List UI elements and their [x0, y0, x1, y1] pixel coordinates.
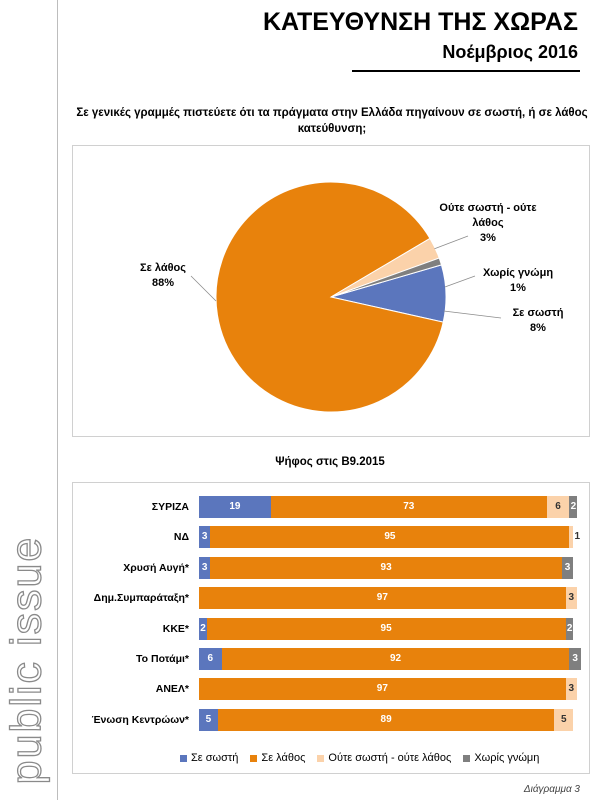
- bar-category-label: Ένωση Κεντρώων*: [91, 713, 189, 726]
- pie-label-value: 1%: [510, 282, 526, 294]
- legend-item: [317, 752, 451, 764]
- legend-item: [250, 752, 305, 764]
- pie-data-label-0: [503, 306, 573, 336]
- pie-label-name: Σε λάθος: [139, 262, 186, 274]
- pie-leader-line-0: [444, 311, 501, 318]
- bar-data-label: 6: [555, 501, 561, 512]
- legend-label: Χωρίς γνώμη: [474, 752, 540, 764]
- pie-data-label-1: [128, 261, 198, 291]
- bar-data-label: 3: [564, 561, 571, 573]
- bar-data-label: 89: [380, 713, 392, 725]
- footer-caption: Διάγραμμα 3: [523, 784, 580, 795]
- bar-category-label: Χρυσή Αυγή*: [123, 561, 189, 574]
- bar-category-label: ΣΥΡΙΖΑ: [151, 501, 189, 513]
- bar-data-label: 3: [568, 592, 575, 604]
- pie-label-value: 3%: [480, 232, 496, 244]
- bar-data-label: 2: [570, 501, 577, 512]
- bar-category-label: Το Ποτάμι*: [136, 653, 189, 665]
- bar-data-label: 6: [207, 653, 214, 664]
- bar-data-label: 2: [566, 622, 573, 634]
- legend-swatch: [180, 755, 187, 762]
- bar-data-label: 3: [572, 653, 578, 664]
- legend-item: [180, 752, 238, 764]
- bar-data-label: 1: [574, 531, 580, 543]
- sidebar-divider: [57, 0, 58, 800]
- legend-label: Σε σωστή: [191, 752, 239, 764]
- bar-chart-title: Ψήφος στις Β9.2015: [275, 456, 385, 468]
- bar-data-label: 5: [205, 713, 212, 725]
- pie-label-value: 8%: [530, 322, 546, 334]
- legend-item: [463, 752, 539, 764]
- bar-data-label: 3: [201, 531, 208, 543]
- bar-category-label: ΝΔ: [173, 531, 189, 544]
- bar-data-label: 3: [568, 683, 575, 695]
- title-divider: [352, 70, 580, 72]
- bar-data-label: 3: [201, 561, 208, 573]
- pie-chart-title: Σε γενικές γραμμές πιστεύετε ότι τα πράγματα στην Ελλάδα πηγαίνουν σε σωστή, ή σε λάθος κατεύθυνση;: [76, 107, 588, 135]
- pie-data-label-2: [438, 201, 538, 246]
- bar-data-label: 95: [380, 622, 392, 634]
- bar-data-label: 19: [229, 501, 241, 512]
- bar-category-label: Δημ.Συμπαράταξη*: [93, 592, 189, 605]
- legend-label: Σε λάθος: [261, 752, 306, 764]
- page-title: ΚΑΤΕΥΘΥΝΣΗ ΤΗΣ ΧΩΡΑΣ: [262, 8, 578, 36]
- bar-data-label: 92: [389, 653, 402, 664]
- bar-category-label: ΚΚΕ*: [162, 622, 189, 635]
- pie-label-name: Σε σωστή: [512, 307, 564, 319]
- bar-data-label: 95: [384, 531, 396, 543]
- bar-data-label: 73: [403, 501, 415, 512]
- pie-data-label-3: [478, 266, 558, 296]
- legend-swatch: [317, 755, 324, 762]
- bar-chart: [72, 482, 590, 774]
- bar-data-label: 93: [380, 561, 392, 573]
- pie-chart: [72, 145, 590, 437]
- page-subtitle: Νοέμβριος 2016: [442, 42, 578, 62]
- bar-chart-legend: [180, 752, 551, 765]
- legend-label: Ούτε σωστή - ούτε λάθος: [328, 752, 452, 764]
- bar-data-label: 97: [376, 592, 388, 604]
- bar-data-label: 5: [560, 713, 567, 725]
- legend-swatch: [250, 755, 257, 762]
- bar-data-label: 2: [200, 622, 206, 634]
- pie-label-name: Χωρίς γνώμη: [482, 267, 554, 279]
- brand-logo: public issue: [2, 535, 51, 785]
- pie-leader-line-3: [445, 276, 475, 287]
- bar-category-label: ΑΝΕΛ*: [155, 683, 189, 696]
- legend-swatch: [463, 755, 470, 762]
- pie-label-name: Ούτε σωστή - ούτε λάθος: [439, 202, 537, 229]
- bar-data-label: 97: [376, 683, 388, 695]
- pie-label-value: 88%: [151, 277, 175, 289]
